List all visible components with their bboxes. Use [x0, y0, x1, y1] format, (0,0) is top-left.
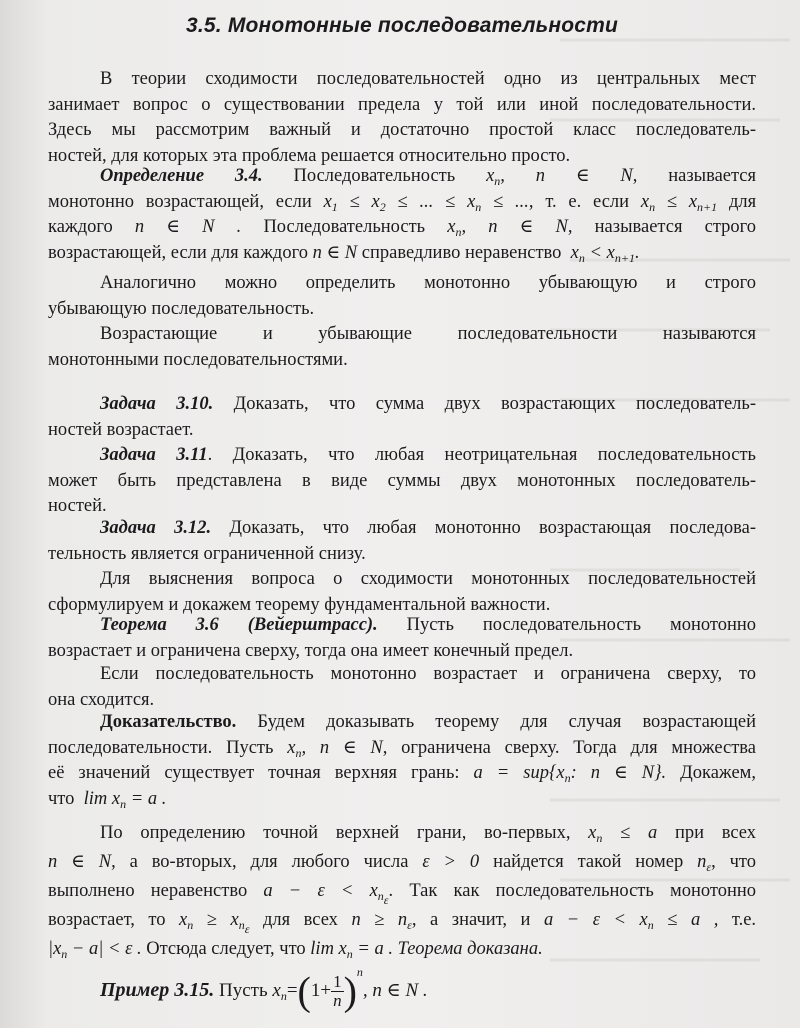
- proof-label: Доказательство.: [100, 712, 237, 732]
- text-line: ностей.: [48, 496, 107, 516]
- monotone-paragraph: [48, 322, 756, 373]
- text-line: монотонно возрастающей, если $x_1 \le x_2$ ≤ ... ≤ $x_n$ ≤ ..., т. е. если $x_n \le x_{n+1}$ для: [48, 191, 756, 214]
- task-label: Задача 3.12.: [100, 518, 212, 538]
- text-line: В теории сходимости последовательностей одно из центральных мест: [100, 69, 756, 89]
- theorem-3-6: [48, 613, 756, 664]
- analog-paragraph: [48, 271, 756, 322]
- text-line: последовательности. Пусть $x_n$, n ∈ N, ограничена сверху. Тогда для множества: [48, 737, 756, 760]
- text-line: возрастающей, если для каждого n ∈ N справедливо неравенство $x_n < x_{n+1}$.: [48, 242, 640, 265]
- text-line: ностей, для которых эта проблема решается относительно просто.: [48, 145, 571, 166]
- text-line: монотонными последовательностями.: [48, 349, 348, 370]
- example-label: Пример 3.15.: [100, 979, 215, 1001]
- example-3-15: [48, 965, 756, 1015]
- text-line: тельность является ограниченной снизу.: [48, 543, 366, 564]
- text-line: Аналогично можно определить монотонно убывающую и строго: [100, 273, 756, 293]
- text-line: Задача 3.10. Доказать, что сумма двух возрастающих последователь-: [100, 394, 756, 414]
- text-line: По определению точной верхней грани, во-первых, $x_n \le a$ при всех: [100, 823, 756, 845]
- text-line: Если последовательность монотонно возрастает и ограничена сверху, то: [100, 664, 756, 684]
- text-line: Здесь мы рассмотрим важный и достаточно простой класс последователь-: [48, 120, 756, 140]
- text-line: занимает вопрос о существовании предела у той или иной последовательности.: [48, 94, 756, 115]
- text-line: выполнено неравенство $a - \varepsilon < x_{n_\varepsilon}$. Так как последовательность монотонно: [48, 881, 756, 906]
- task-3-11: [48, 443, 756, 520]
- text-line: Теорема 3.6 (Вейерштрасс). Пусть последовательность монотонно: [100, 615, 756, 635]
- fraction-1-over-n: $\frac{1}{n}$: [333, 972, 342, 1011]
- text-line: убывающую последовательность.: [48, 298, 315, 319]
- restate-paragraph: [48, 662, 756, 713]
- text-line: сформулируем и докажем теорему фундаментальной важности.: [48, 594, 551, 615]
- task-label: Задача 3.10.: [100, 394, 214, 414]
- text-line: $|x_n - a| < \varepsilon$ . Отсюда следует, что $\lim x_n = a$ . Теорема доказана.: [48, 939, 543, 961]
- text-line: она сходится.: [48, 689, 155, 710]
- intro-paragraph: [48, 67, 756, 169]
- text-line: Доказательство. Будем доказывать теорему для случая возрастающей: [100, 712, 756, 732]
- proof-block: [48, 710, 756, 820]
- text-line: может быть представлена в виде суммы двух монотонных последователь-: [48, 470, 756, 491]
- text-line: Определение 3.4. Последовательность $x_n$, n ∈ N, называется: [100, 166, 756, 188]
- qed-text: Теорема доказана.: [397, 939, 543, 959]
- text-line: её значений существует точная верхняя грань: $a = sup\{x_n$: n ∈ N}. Докажем,: [48, 763, 756, 785]
- text-line: Возрастающие и убывающие последовательности называются: [100, 324, 756, 344]
- clarify-paragraph: [48, 567, 756, 618]
- section-title: 3.5. Монотонные последовательности: [185, 14, 619, 37]
- text-line: Для выяснения вопроса о сходимости монотонных последовательностей: [100, 569, 756, 589]
- text-line: n ∈ N, а во-вторых, для любого числа ε > 0 найдется такой номер $n_\varepsilon$, что: [48, 852, 756, 874]
- text-line: возрастает, то $x_n \ge x_{n_\varepsilon}$ для всех $n \ge n_\varepsilon$, а значит, и $a - \varepsilon < x_n \le a$ , т.е.: [48, 910, 756, 935]
- text-line: Задача 3.12. Доказать, что любая монотонно возрастающая последова-: [100, 518, 756, 538]
- text-line: ностей возрастает.: [48, 419, 194, 440]
- task-3-10: [48, 392, 756, 443]
- definition-3-4: [48, 164, 756, 266]
- text-line: Пример 3.15. Пусть $x_n=(1+$ $\frac{1}{n}$ )$^n$, n ∈ N .: [100, 965, 428, 1014]
- definition-label: Определение 3.4.: [100, 166, 263, 186]
- task-3-12: [48, 516, 756, 567]
- text-line: Задача 3.11. Доказать, что любая неотрицательная последовательность: [100, 445, 756, 465]
- text-line: возрастает и ограничена сверху, тогда она имеет конечный предел.: [48, 640, 574, 661]
- task-label: Задача 3.11: [100, 445, 208, 465]
- text-line: что $\lim x_n = a$ .: [48, 788, 167, 811]
- text-line: каждого n ∈ N . Последовательность $x_n$, n ∈ N, называется строго: [48, 217, 756, 239]
- proof-continued: [48, 819, 756, 964]
- theorem-label: Теорема 3.6 (Вейерштрасс).: [100, 615, 378, 635]
